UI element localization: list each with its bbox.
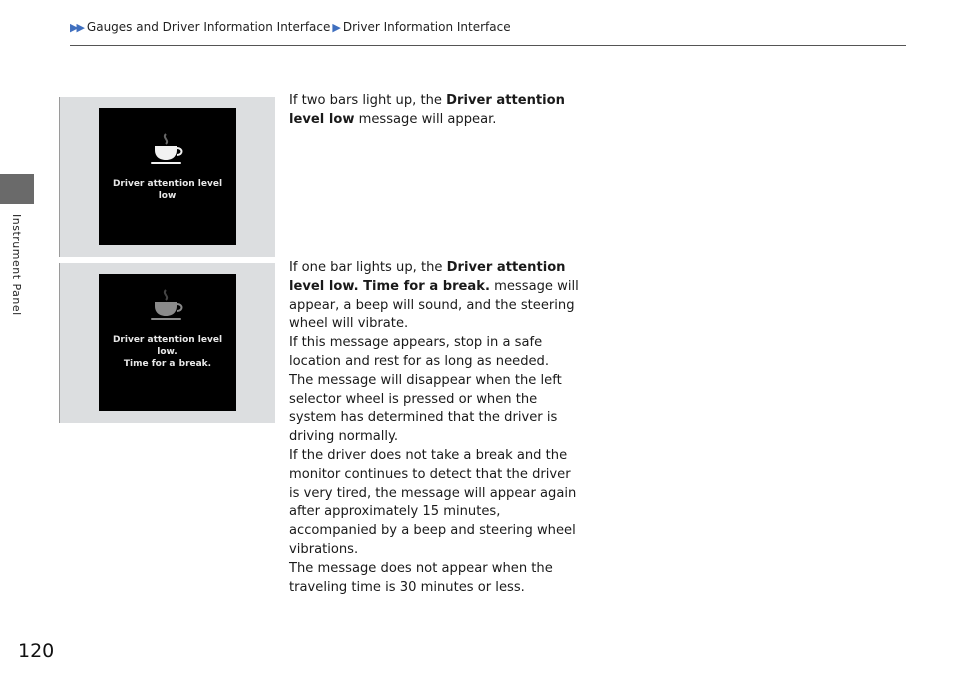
display-screen (99, 108, 236, 245)
bold-message-name: Driver attention level low. Time for a break. (289, 260, 566, 294)
text-span: message will appear, a beep will sound, and the steering wheel will vibrate. (289, 278, 579, 332)
text-span: If one bar lights up, the (289, 260, 447, 275)
arrow-icon: ▶ (332, 20, 341, 34)
message-line: Driver attention level (112, 335, 223, 345)
display-screen (99, 274, 236, 411)
screen-message (99, 334, 236, 370)
paragraph (289, 259, 579, 334)
figure-driver-attention-low (59, 97, 275, 257)
coffee-cup-icon (146, 132, 190, 166)
paragraph: If the driver does not take a break and the monitor continues to detect that the driver is very tired, the message will appear again after approximately 15 minutes, accompanied by a beep and steering wheel vibrations. (289, 447, 577, 557)
section-label: Instrument Panel (10, 214, 23, 316)
figure-time-for-break (59, 263, 275, 423)
paragraph: The message does not appear when the traveling time is 30 minutes or less. (289, 560, 553, 595)
paragraph (289, 92, 579, 130)
text-block-one-bar (289, 259, 579, 597)
text-span: If two bars light up, the (289, 93, 447, 108)
coffee-cup-icon (146, 288, 190, 322)
screen-message (99, 178, 236, 202)
message-line: Time for a break. (123, 359, 212, 369)
paragraph: If this message appears, stop in a safe location and rest for as long as needed. (289, 335, 550, 369)
bold-message-name: Driver attention level low (289, 93, 565, 127)
breadcrumb-item-driver-info[interactable]: Driver Information Interface (342, 20, 511, 34)
message-line: Driver attention level (112, 179, 223, 189)
message-line: low (158, 191, 177, 201)
breadcrumb (70, 20, 511, 34)
header-divider (70, 45, 906, 46)
section-tab[interactable] (0, 174, 34, 204)
text-block-two-bars (289, 92, 579, 130)
text-span: message will appear. (354, 111, 497, 127)
page-number: 120 (18, 640, 55, 662)
paragraph: The message will disappear when the left selector wheel is pressed or when the system has determined that the driver is driving normally. (289, 372, 562, 445)
double-arrow-icon: ▶▶ (70, 20, 83, 34)
message-line: low. (157, 347, 178, 357)
breadcrumb-item-gauges[interactable]: Gauges and Driver Information Interface (86, 20, 331, 34)
